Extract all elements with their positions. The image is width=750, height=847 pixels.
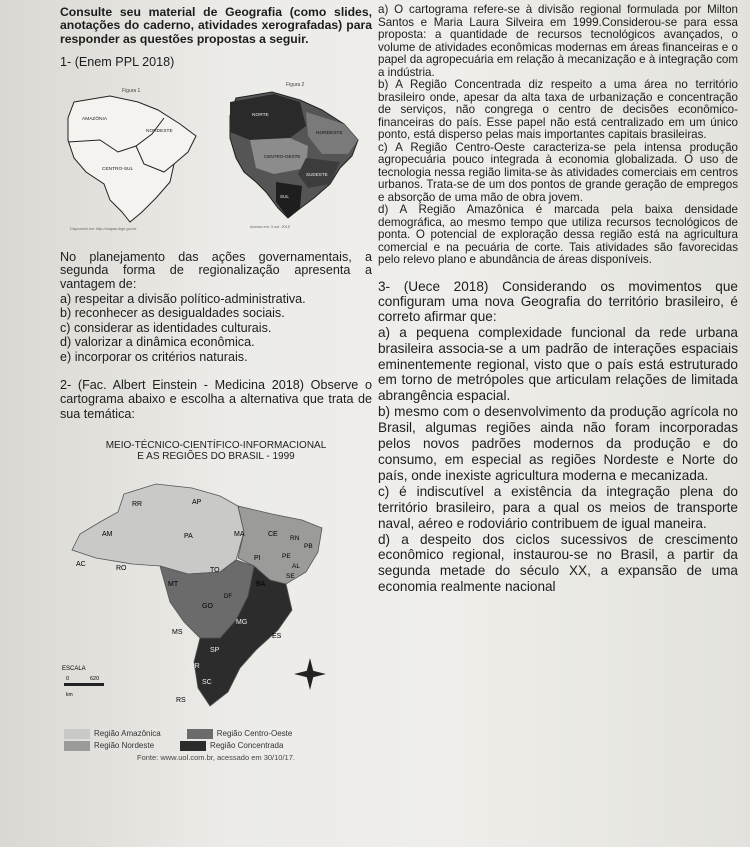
map2-region-sul: SUL	[280, 193, 289, 199]
state-pb: PB	[304, 542, 313, 550]
legend-label-centro-oeste: Região Centro-Oeste	[216, 729, 293, 739]
legend-label-concentrada: Região Concentrada	[210, 741, 284, 751]
state-se: SE	[286, 572, 295, 580]
map1-region-amazonia: AMAZÔNIA	[82, 116, 108, 122]
legend-item-centro-oeste	[187, 729, 293, 739]
legend-label-nordeste: Região Nordeste	[94, 741, 155, 751]
q3-option-d: d) a despeito dos ciclos sucessivos de crescimento econômico regional, instaurou-se no Brasil, a partir da segunda metade do século XX, a expansão de uma economia realmente nacional	[378, 531, 738, 595]
region-amazonica	[72, 484, 244, 574]
state-ba: BA	[256, 580, 266, 588]
map1-region-nordeste: NORDESTE	[146, 128, 173, 134]
q1-figures	[60, 72, 372, 247]
state-ap: AP	[192, 498, 202, 506]
map2-region-centro-oeste: CENTRO-OESTE	[264, 153, 301, 159]
legend-swatch-amazonica	[64, 729, 90, 739]
scale-label: ESCALA	[62, 665, 86, 672]
state-ro: RO	[116, 564, 127, 572]
q3-option-c: c) é indiscutível a existência da integração plena do território brasileiro, para a qual os meios de transporte naval, aéreo e rodoviário contribuem de igual maneira.	[378, 483, 738, 531]
map2-region-norte: NORTE	[252, 112, 269, 118]
state-pi: PI	[254, 554, 261, 562]
state-am: AM	[102, 530, 113, 538]
right-column	[378, 4, 738, 595]
q3-header: 3- (Uece 2018) Considerando os movimentos que configuram uma nova Geografia do território brasileiro, é correto afirmar que:	[378, 278, 738, 325]
q3-options	[378, 325, 738, 595]
q1-option-d: d) valorizar a dinâmica econômica.	[60, 335, 255, 350]
figure-caption-1: Disponível em: http://mapas.ibge.gov.br	[70, 226, 137, 231]
state-df: DF	[224, 593, 232, 600]
map1-region-centro-sul: CENTRO-SUL	[102, 166, 134, 172]
figure-caption-2: Acesso em: 3 out. 2015	[250, 224, 290, 229]
q2-option-a: a) O cartograma refere-se à divisão regional formulada por Milton Santos e Maria Laura Silveira em 1999.Considerou-se para essa proposta: a quantidade de recursos tecnológicos avançados, o volume de atividades econômicas modernas em áreas financeiras e o papel da agropecuária em relação à mecanização e à integração com a indústria.	[378, 3, 738, 79]
legend-swatch-concentrada	[180, 741, 206, 751]
state-rn: RN	[290, 534, 300, 542]
figure2-label: Figura 2	[286, 81, 305, 88]
map2-region-south-fill	[276, 182, 302, 218]
state-rr: RR	[132, 500, 143, 508]
state-es: ES	[272, 632, 282, 640]
q1-option-c: c) considerar as identidades culturais.	[60, 320, 272, 335]
map1-brazil-outline	[68, 96, 196, 222]
q1-options	[60, 292, 372, 365]
state-ce: CE	[268, 530, 278, 538]
state-go: GO	[202, 602, 213, 610]
state-al: AL	[292, 562, 300, 570]
state-to: TO	[210, 566, 220, 574]
legend-swatch-centro-oeste	[187, 729, 213, 739]
state-sc: SC	[202, 678, 212, 686]
scale-bar	[64, 683, 104, 686]
state-rs: RS	[176, 696, 186, 704]
q2-legend-row-2	[64, 741, 372, 751]
q2-map-title-1: MEIO-TÉCNICO-CIENTÍFICO-INFORMACIONAL	[105, 439, 327, 451]
state-ms: MS	[172, 628, 183, 636]
state-ac: AC	[76, 560, 86, 568]
state-mg: MG	[236, 618, 248, 626]
legend-item-concentrada	[180, 741, 283, 751]
left-column	[60, 4, 372, 762]
q2-map-block	[60, 440, 372, 762]
q2-brazil-cartogram	[60, 462, 372, 724]
scale-unit: km	[66, 691, 73, 698]
q2-option-c: c) A Região Centro-Oeste caracteriza-se pela intensa produção agropecuária pouco integrada à economia globalizada. O uso de tecnologia nessa região limita-se às atividades comerciais em centros urbanos. Trata-se de um dos pontos de grande geração de empregos e absorção de uma mão de obra jovem.	[378, 140, 738, 204]
figure1-label: Figura 1	[122, 87, 141, 94]
q3-option-a: a) a pequena complexidade funcional da rede urbana brasileira associa-se a um padrão de interações espaciais eminentemente regional, visto que o país está estruturado em torno de metrópoles que articulam relações de limitada abrangência espacial.	[378, 324, 738, 404]
q1-option-a: a) respeitar a divisão político-administrativa.	[60, 291, 306, 306]
q2-option-d: d) A Região Amazônica é marcada pela baixa densidade demográfica, ao mesmo tempo que utiliza recursos tecnológicos de ponta. O potencial de exploração dessa região está na agricultura comercial e na pecuária de corte. Tais atividades são favorecidas pelo relevo plano e abundância de áreas disponíveis.	[378, 203, 738, 266]
map2-region-sudeste: SUDESTE	[306, 171, 328, 177]
scale-value-0: 0	[66, 675, 70, 682]
q2-legend-row-1	[64, 729, 372, 739]
q2-header: 2- (Fac. Albert Einstein - Medicina 2018) Observe o cartograma abaixo e escolha a alternativa que trata de sua temática:	[60, 377, 372, 422]
compass-rose-icon	[294, 658, 326, 690]
state-pe: PE	[282, 552, 291, 560]
legend-swatch-nordeste	[64, 741, 90, 751]
q1-stem: No planejamento das ações governamentais, a segunda forma de regionalização apresenta a vantagem de:	[60, 249, 372, 291]
state-pr: PR	[190, 662, 200, 670]
state-sp: SP	[210, 646, 220, 654]
q1-header: 1- (Enem PPL 2018)	[60, 55, 175, 70]
q2-option-b: b) A Região Concentrada diz respeito a uma área no território brasileiro onde, apesar da alta taxa de urbanização e concentração de serviços, não congrega o centro de decisões econômico-financeiras do país. Esse papel não está centralizado em um único ponto, está disperso pelas mais importantes capitais brasileiras.	[378, 78, 738, 141]
legend-item-nordeste	[64, 741, 154, 751]
q2-map-title-2: E AS REGIÕES DO BRASIL - 1999	[137, 450, 295, 462]
scale-value-620: 620	[90, 675, 100, 682]
state-pa: PA	[184, 532, 193, 540]
legend-label-amazonica: Região Amazônica	[94, 729, 161, 739]
q1-option-e: e) incorporar os critérios naturais.	[60, 349, 248, 364]
q1-regional-maps	[60, 72, 372, 247]
state-mt: MT	[168, 580, 179, 588]
map2-region-nordeste: NORDESTE	[316, 130, 343, 136]
intro-text: Consulte seu material de Geografia (como slides, anotações do caderno, atividades xerografadas) para responder as questões propostas a seguir.	[60, 5, 372, 46]
q1-option-b: b) reconhecer as desigualdades sociais.	[60, 306, 285, 321]
state-ma: MA	[234, 530, 245, 538]
q2-map-source: Fonte: www.uol.com.br, acessado em 30/10/17.	[136, 752, 295, 762]
q3-option-b: b) mesmo com o desenvolvimento da produção agrícola no Brasil, algumas regiões ainda não foram incorporadas pelos novos padrões modernos da produção e do consumo, em especial as regiões Nordeste e Norte do país, onde inexiste agricultura moderna e mecanizada.	[378, 404, 738, 483]
state-rj: RJ	[256, 652, 265, 660]
legend-item-amazonica	[64, 729, 161, 739]
q2-options	[378, 4, 738, 267]
